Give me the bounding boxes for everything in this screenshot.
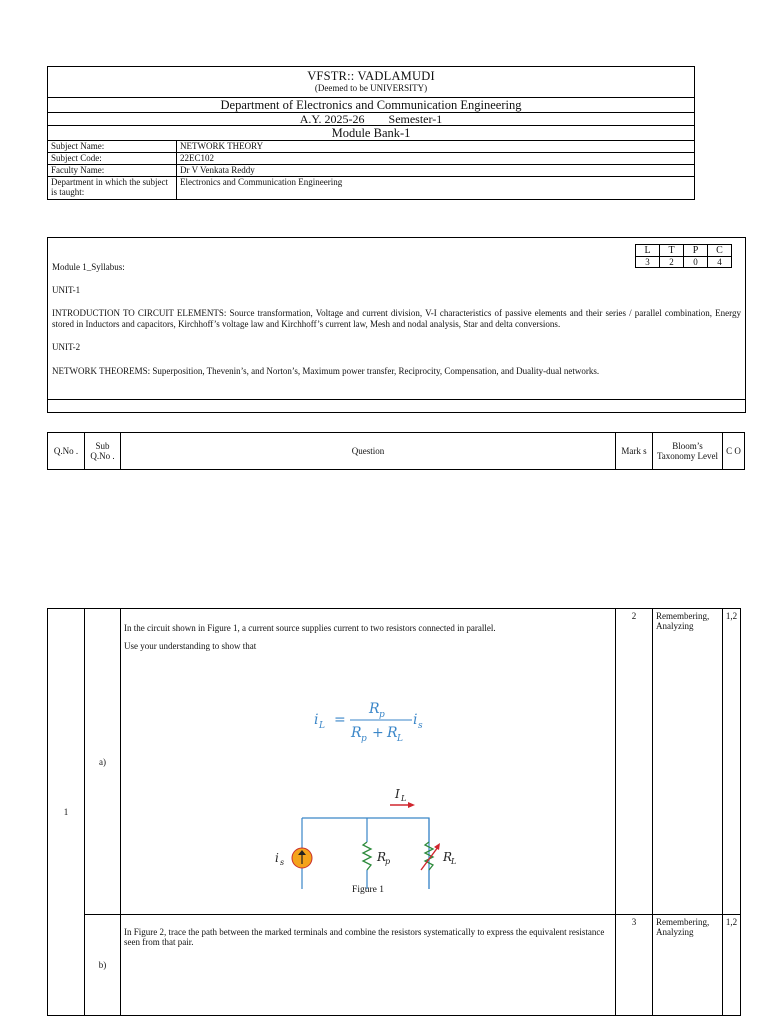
rp-label: R [377, 850, 387, 864]
syllabus-title: Module 1_Syllabus: [52, 262, 125, 272]
eq-rhs: i [413, 712, 418, 728]
figure-caption: Figure 1 [352, 885, 384, 895]
year-semester-row [48, 112, 694, 125]
svg-text:=: = [334, 712, 346, 728]
question-text-cell [121, 915, 616, 1016]
sub-question-label: b) [85, 915, 121, 1016]
info-row [48, 141, 694, 153]
info-row [48, 177, 694, 200]
co-value: 1,2 [723, 609, 741, 915]
sub-question-label: a) [85, 609, 121, 915]
rp-label-sub: p [385, 857, 391, 866]
equation [314, 701, 423, 744]
question-row [48, 915, 741, 1016]
eq-den2-sub: L [397, 734, 403, 744]
circuit-diagram [302, 818, 429, 889]
bloom-value: Remembering, Analyzing [653, 609, 723, 915]
university-block [48, 67, 694, 97]
subqno-header: Sub Q.No . [85, 433, 121, 470]
co-header: C O [723, 433, 745, 470]
ltpc-value: 2 [660, 257, 684, 268]
ltpc-header: L [636, 245, 660, 257]
syllabus-box [47, 237, 746, 413]
module-bank-title: Module Bank-1 [48, 125, 694, 140]
question-text: In Figure 2, trace the path between the marked terminals and combine the resistors systematically to express the equivalent resistance seen from that pair. [124, 927, 605, 947]
marks-value: 2 [616, 609, 653, 915]
info-row [48, 153, 694, 165]
question-row [48, 609, 741, 915]
info-value: 22EC102 [177, 153, 695, 165]
unit1-title: UNIT-1 [52, 285, 81, 295]
eq-den2: R [387, 725, 398, 741]
eq-den1-sub: p [361, 734, 367, 744]
question-table [47, 608, 741, 1016]
co-value: 1,2 [723, 915, 741, 1016]
university-name: VFSTR:: VADLAMUDI [307, 69, 435, 83]
marks-header: Mark s [616, 433, 653, 470]
subject-info-table [48, 140, 694, 199]
info-label: Department in which the subject is taught: [48, 177, 177, 200]
unit2-text: NETWORK THEOREMS: Superposition, Thevenin’s, and Norton’s, Maximum power transfer, Reciprocity, Compensation, and Duality-dual networks. [52, 366, 600, 376]
deemed-note: (Deemed to be UNIVERSITY) [314, 83, 428, 93]
semester: Semester-1 [388, 112, 443, 126]
question-text: In the circuit shown in Figure 1, a current source supplies current to two resistors connected in parallel. [124, 623, 496, 633]
ltpc-header: C [708, 245, 732, 257]
eq-lhs: i [314, 712, 319, 728]
question-header: Question [121, 433, 616, 470]
ltpc-value: 4 [708, 257, 732, 268]
svg-text:+: + [372, 725, 384, 741]
eq-rhs-sub: s [418, 721, 423, 731]
blooms-header: Bloom’s Taxonomy Level [653, 433, 723, 470]
eq-lhs-sub: L [319, 721, 325, 731]
info-label: Faculty Name: [48, 165, 177, 177]
eq-num-sub: p [379, 710, 385, 720]
info-value: NETWORK THEORY [180, 141, 264, 151]
bloom-value: Remembering, Analyzing [653, 915, 723, 1016]
info-label: Subject Name: [48, 141, 177, 153]
marks-value: 3 [616, 915, 653, 1016]
current-source-icon [292, 848, 312, 868]
unit2-title: UNIT-2 [52, 342, 81, 352]
current-label-sub: L [401, 794, 407, 803]
resistor-rp-icon [363, 842, 371, 870]
ltpc-value: 0 [684, 257, 708, 268]
eq-den1: R [351, 725, 362, 741]
info-row [48, 165, 694, 177]
unit1-text: INTRODUCTION TO CIRCUIT ELEMENTS: Source transformation, Voltage and current division, V-I characteristics of passive elements and their series / parallel combination, Energy stored in Inductors and capacitors, Kirchhoff’s voltage law and Kirchhoff’s current law, Mesh and nodal analysis, Star and delta conversions. [52, 308, 741, 329]
rl-label-sub: L [451, 857, 457, 866]
source-label: i [275, 851, 279, 865]
current-label: I [395, 787, 400, 801]
qno-header: Q.No . [48, 433, 85, 470]
ltpc-header: T [660, 245, 684, 257]
academic-year: A.Y. 2025-26 [299, 112, 365, 126]
department-title: Department of Electronics and Communication Engineering [48, 97, 694, 112]
source-label-sub: s [280, 858, 285, 867]
ltpc-value: 3 [636, 257, 660, 268]
question-text-cell [121, 609, 616, 915]
header-box [47, 66, 695, 200]
info-value: Electronics and Communication Engineering [177, 177, 695, 200]
rl-label: R [443, 850, 453, 864]
info-label: Subject Code: [48, 153, 177, 165]
question-number: 1 [48, 609, 85, 1016]
wire-top [302, 818, 429, 889]
info-value: Dr V Venkata Reddy [177, 165, 695, 177]
eq-num: R [369, 701, 380, 717]
figure-1-area [124, 657, 612, 889]
question-text: Use your understanding to show that [124, 641, 257, 651]
syllabus-divider [48, 399, 745, 400]
ltpc-header: P [684, 245, 708, 257]
question-header-table [47, 432, 745, 470]
